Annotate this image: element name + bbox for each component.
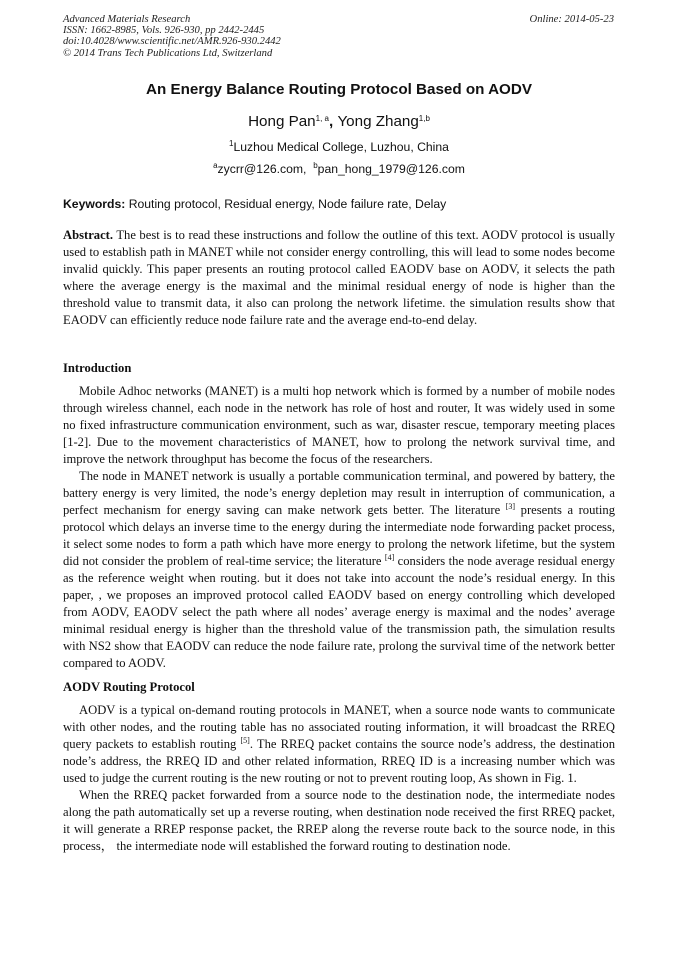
copyright-line: © 2014 Trans Tech Publications Ltd, Switzerland [63, 47, 273, 59]
abstract-text: The best is to read these instructions and follow the outline of this text. AODV protocol is usually used to establish path in MANET while not consider energy controlling, this will lead to some nodes become invalid quickly. This paper presents an routing protocol called EAODV base on AODV, it selects the path where the average energy is the maximal and the minimal residual energy of node is higher than the threshold value to transmit data, it also can prolong the network lifetime. the simulation results show that EAODV can efficiently reduce node failure rate and the average end-to-end delay. [63, 228, 615, 327]
intro-text: considers the node average residual energy as the reference weight when routing. but it does not take into account the node’s residual energy. In this paper, , we proposes an improved protocol called EAODV based on energy controlling which developed from AODV, EAODV select the path where all nodes’ average energy is maximal and the nodes’ average minimal residual energy is higher than the threshold value of the transmission path, the simulation results with NS2 show that EAODV can reduce the node failure rate, prolong the survival time of the network better compared to AODV. [63, 554, 615, 670]
affiliation [0, 140, 678, 154]
author-list [0, 113, 678, 130]
author-affil-mark: 1, a [315, 114, 329, 123]
citation-ref: [4] [384, 553, 395, 562]
citation-ref: [3] [505, 502, 516, 511]
citation-ref: [5] [240, 736, 250, 745]
aodv-text: AODV is a typical on-demand routing protocols in MANET, when a source node wants to communicate with other nodes, and the routing table has no associated routing information, it will broadcast the RREQ query packets to establish routing [63, 703, 615, 751]
aodv-text: . The RREQ packet contains the source node’s address, the destination node’s address, the RREQ ID and other related information, RREQ ID is a increasing number which was used to judge the current routing is the new routing or not to prevent routing loop, As shown in Fig. 1. [63, 737, 615, 785]
paper-title: An Energy Balance Routing Protocol Based on AODV [146, 81, 532, 98]
author-name: Yong Zhang [337, 113, 419, 130]
aodv-paragraph-2: When the RREQ packet forwarded from a source node to the destination node, the intermediate nodes along the path automatically set up a reverse routing, when destination node received the first RREQ packet, it will generate a RREP response packet, the RREP along the reverse route back to the source node, in this process， the intermediate node will established the forward routing to destination node. [63, 788, 615, 853]
aodv-paragraph-1 [63, 702, 615, 787]
issn-line: ISSN: 1662-8985, Vols. 926-930, pp 2442-2445 [63, 25, 265, 37]
email-b: pan_hong_1979@126.com [317, 162, 465, 176]
author-separator: , [328, 113, 338, 130]
email-a: zycrr@126.com, [217, 162, 307, 176]
aodv-section [63, 679, 615, 855]
email-mark: b [313, 161, 318, 170]
intro-text: presents a routing protocol which delays an inverse time to the energy during the intermediate node forwarding packet process, it select some nodes to form a path which have more energy to prolong the network lifetime, but the system did not consider the problem of real-time service; the literature [63, 503, 615, 568]
keywords [63, 197, 615, 211]
affiliation-mark: 1 [229, 139, 234, 148]
intro-text: The node in MANET network is usually a portable communication terminal, and powered by battery, the battery energy is very limited, the node’s energy depletion may result in interruption of communication, a perfect mechanism for energy saving can make network gets better. The literature [63, 469, 615, 517]
introduction-section [63, 360, 615, 672]
intro-paragraph-1: Mobile Adhoc networks (MANET) is a multi hop network which is formed by a number of mobile nodes through wireless channel, each node in the network has role of host and router, It was widely used in some no fixed infrastructure communication environment, such as war, disaster rescue, temporary meeting places [1-2]. Due to the movement characteristics of MANET, how to prolong the network survival time, and improve the network throughput has become the focus of the researchers. [63, 384, 615, 466]
affiliation-text: Luzhou Medical College, Luzhou, China [233, 140, 449, 154]
abstract-paragraph [63, 227, 615, 329]
author-affil-mark: 1,b [418, 114, 430, 123]
doi-line: doi:10.4028/www.scientific.net/AMR.926-930.2442 [63, 36, 281, 48]
author-name: Hong Pan [248, 113, 316, 130]
email-line [0, 162, 678, 176]
online-date: Online: 2014-05-23 [529, 14, 614, 25]
aodv-heading: AODV Routing Protocol [63, 680, 195, 694]
abstract-section [63, 227, 615, 329]
intro-paragraph-2 [63, 468, 615, 672]
keywords-text: Routing protocol, Residual energy, Node failure rate, Delay [128, 197, 447, 211]
email-mark: a [213, 161, 218, 170]
introduction-heading: Introduction [63, 361, 132, 375]
journal-name: Advanced Materials Research [63, 14, 191, 25]
keywords-label: Keywords: [63, 197, 126, 211]
abstract-label: Abstract. [63, 228, 114, 242]
running-header [63, 14, 614, 59]
